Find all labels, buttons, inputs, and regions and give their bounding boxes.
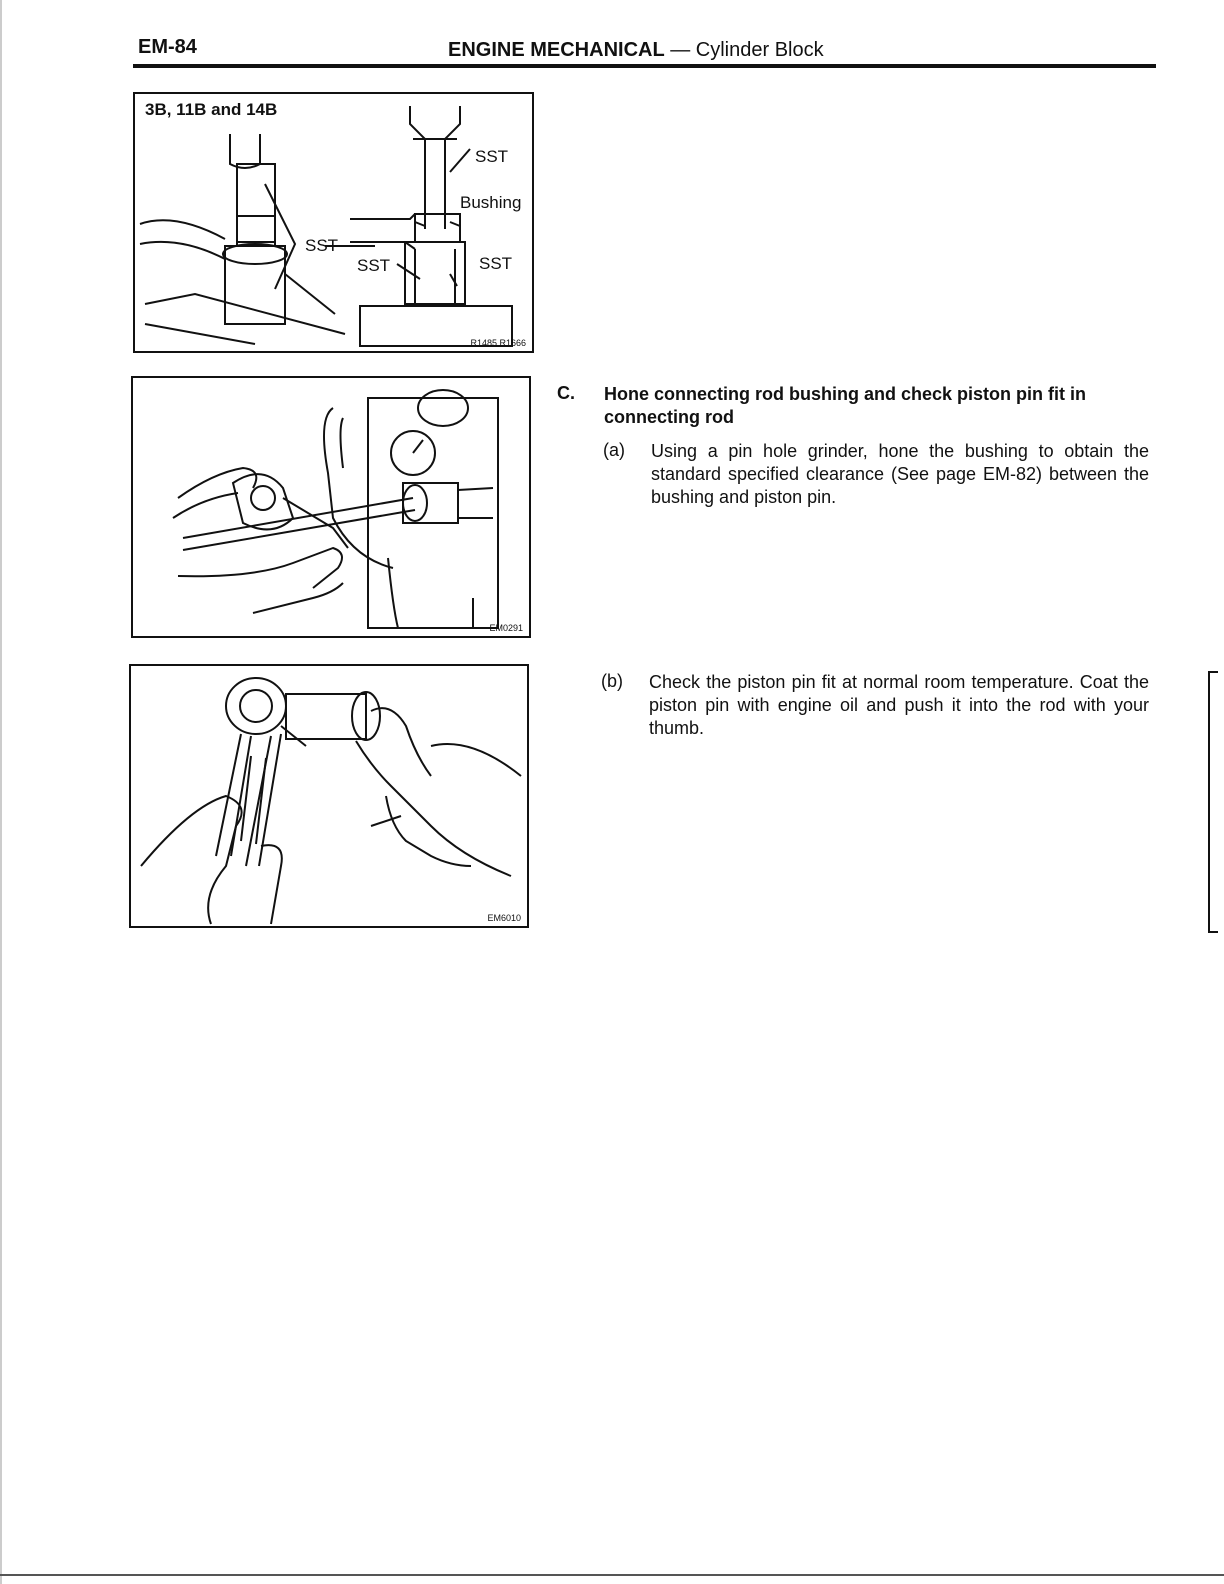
substep-letter: (b) [601, 671, 623, 691]
bottom-rule [0, 1574, 1224, 1576]
section-title: ENGINE MECHANICAL [448, 39, 665, 61]
header-rule [133, 64, 1156, 68]
page-title [448, 39, 824, 62]
step-title: Hone connecting rod bushing and check piston pin fit in connecting rod [604, 384, 1087, 427]
margin-bracket [1208, 671, 1218, 933]
label-sst-top: SST [475, 147, 509, 166]
figure-pin-hole-grinder [131, 376, 531, 638]
pin-hole-grinder-illustration-icon [133, 378, 529, 636]
subsection-title: Cylinder Block [695, 39, 824, 61]
label-sst-left: SST [305, 236, 339, 255]
page-edge [0, 0, 2, 1584]
figure-code: EM0291 [489, 623, 523, 633]
title-separator: — [664, 39, 696, 61]
label-sst-right: SST [479, 254, 513, 273]
piston-pin-fit-illustration-icon [131, 666, 527, 926]
figure-code: EM6010 [487, 913, 521, 923]
substep-letter: (a) [603, 440, 625, 460]
figure-code: R1485 R1666 [470, 338, 526, 348]
figure-piston-pin-fit [129, 664, 529, 928]
bushing-press-diagram-icon [135, 94, 532, 351]
substep-text: Using a pin hole grinder, hone the bushing to obtain the standard specified clearance (See page EM-82) between the bushing and piston pin. [651, 441, 1149, 507]
label-bushing: Bushing [460, 193, 522, 212]
step-letter: C. [557, 383, 575, 403]
substep-text: Check the piston pin fit at normal room temperature. Coat the piston pin with engine oil and push it into the rod with your thumb. [649, 672, 1149, 738]
figure-bushing-press [133, 92, 534, 353]
page-number: EM-84 [138, 36, 197, 58]
figure-title: 3B, 11B and 14B [145, 100, 278, 119]
label-sst-mid: SST [357, 256, 391, 275]
